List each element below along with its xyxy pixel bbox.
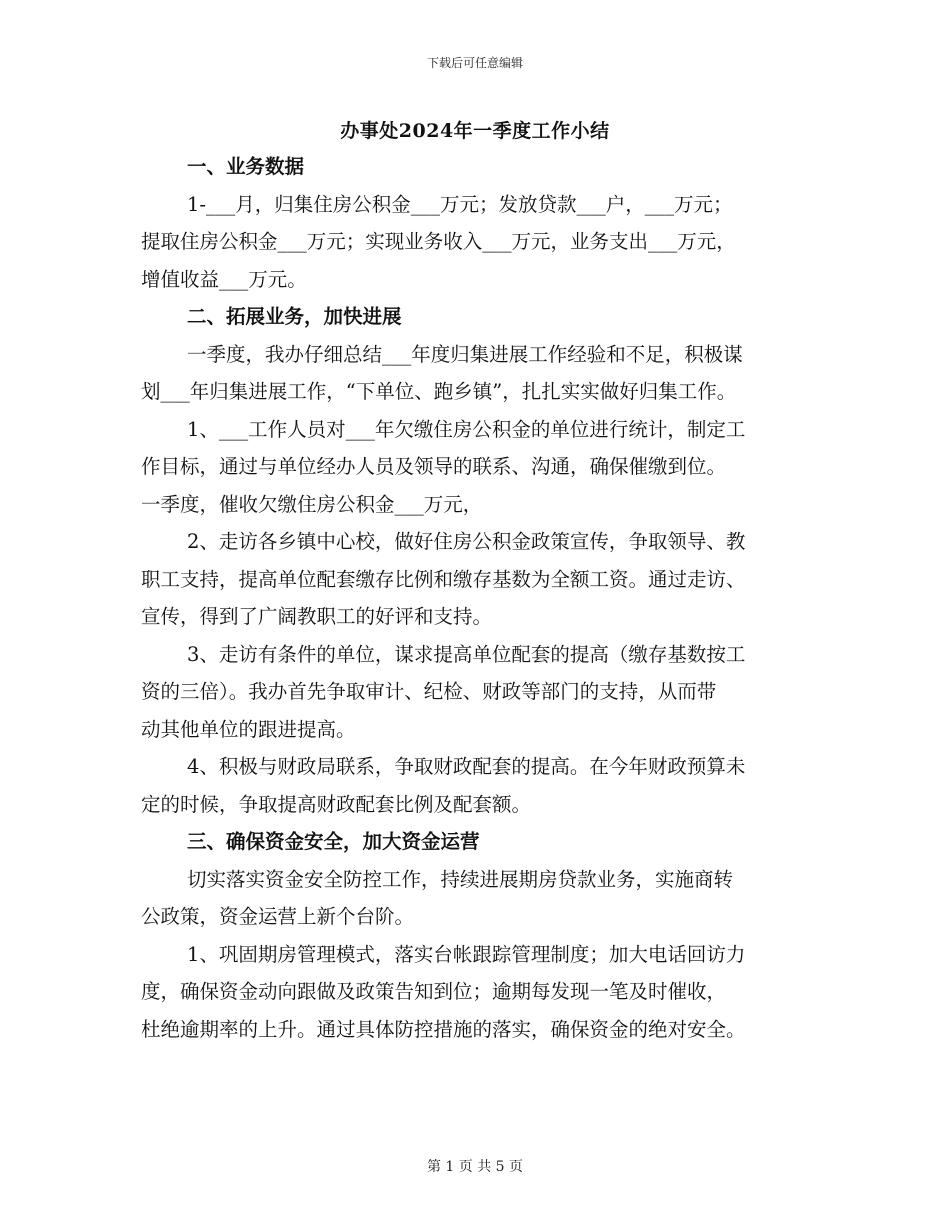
body-text-line: 作目标，通过与单位经办人员及领导的联系、沟通，确保催缴到位。 — [141, 455, 727, 478]
body-text-line: 2、走访各乡镇中心校，做好住房公积金政策宣传，争取领导、教 — [187, 530, 746, 553]
body-text-line: 划___年归集进展工作，“下单位、跑乡镇”，扎扎实实做好归集工作。 — [141, 380, 737, 403]
body-text-line: 公政策，资金运营上新个台阶。 — [141, 905, 415, 928]
body-text-line: 度，确保资金动向跟做及政策告知到位；逾期每发现一笔及时催收， — [141, 980, 727, 1003]
body-text-line: 1-___月，归集住房公积金___万元；发放贷款___户，___万元； — [187, 192, 733, 216]
body-text-line: 1、巩固期房管理模式，落实台帐跟踪管理制度；加大电话回访力 — [187, 942, 746, 966]
body-text-line: 3、走访有条件的单位，谋求提高单位配套的提高（缴存基数按工 — [187, 642, 746, 666]
body-text-line: 资的三倍）。我办首先争取审计、纪检、财政等部门的支持，从而带 — [141, 680, 717, 703]
header-note: 下载后可任意编辑 — [426, 56, 523, 70]
body-text-line: 切实落实资金安全防控工作，持续进展期房贷款业务，实施商转 — [187, 867, 734, 891]
document-body — [141, 148, 811, 1048]
page-footer: 第 1 页 共 5 页 — [426, 1159, 524, 1175]
section-heading: 二、拓展业务，加快进展 — [187, 305, 402, 328]
body-text-line: 一季度，催收欠缴住房公积金___万元， — [141, 492, 483, 516]
document-title: 办事处2024年一季度工作小结 — [340, 120, 610, 142]
body-text-line: 职工支持，提高单位配套缴存比例和缴存基数为全额工资。通过走访、 — [141, 567, 746, 591]
section-heading: 一、业务数据 — [187, 155, 305, 178]
section-heading: 三、确保资金安全，加大资金运营 — [187, 830, 480, 853]
body-text-line: 4、积极与财政局联系，争取财政配套的提高。在今年财政预算未 — [187, 755, 746, 778]
body-text-line: 定的时候，争取提高财政配套比例及配套额。 — [141, 792, 532, 816]
body-text-line: 1、___工作人员对___年欠缴住房公积金的单位进行统计，制定工 — [187, 417, 746, 441]
body-text-line: 动其他单位的跟进提高。 — [141, 717, 356, 741]
body-text-line: 一季度，我办仔细总结___年度归集进展工作经验和不足，积极谋 — [187, 342, 743, 366]
body-text-line: 杜绝逾期率的上升。通过具体防控措施的落实，确保资金的绝对安全。 — [141, 1017, 746, 1041]
body-text-line: 宣传，得到了广阔教职工的好评和支持。 — [141, 605, 493, 628]
body-text-line: 提取住房公积金___万元；实现业务收入___万元，业务支出___万元， — [141, 230, 736, 253]
body-text-line: 增值收益___万元。 — [141, 267, 307, 291]
